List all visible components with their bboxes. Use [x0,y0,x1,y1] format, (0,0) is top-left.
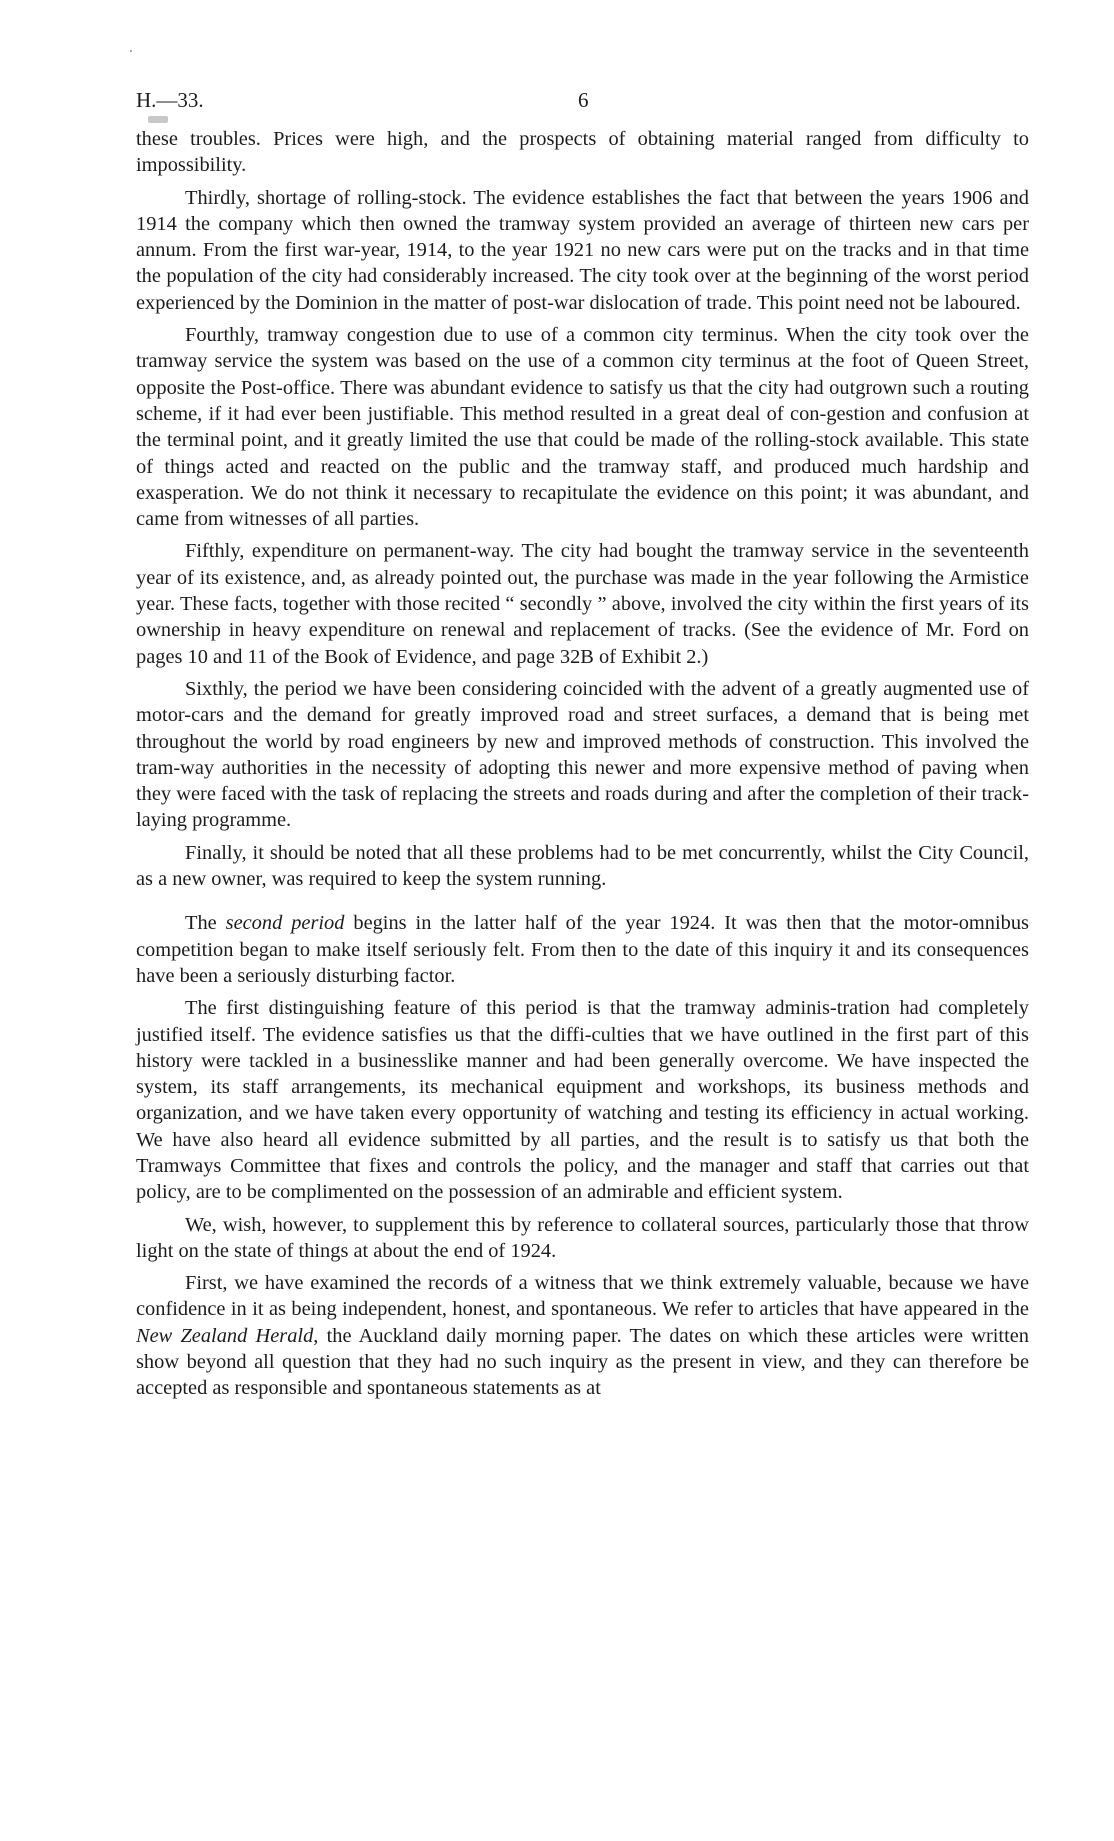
paragraph-sixthly: Sixthly, the period we have been considering coincided with the advent of a greatly augmented use of motor-cars and the demand for greatly improved road and street surfaces, a demand that is being met throughout the world by road engineers by new and improved methods of construction. This involved the tram-way authorities in the necessity of adopting this newer and more expensive method of paving when they were faced with the task of replacing the streets and roads during and after the completion of their track-laying programme. [136,677,1029,832]
paragraph-lead: The [185,912,226,935]
paragraph-fifthly: Fifthly, expenditure on permanent-way. The city had bought the tramway service in the seventeenth year of its existence, and, as already pointed out, the purchase was made in the year following the Armistice year. These facts, together with those recited “ secondly ” above, involved the city within the first years of its ownership in heavy expenditure on renewal and replacement of tracks. (See the evidence of Mr. Ford on pages 10 and 11 of the Book of Evidence, and page 32B of Exhibit 2.) [136,540,1029,668]
page-header [136,88,1029,120]
body-text [136,126,1029,1402]
italic-phrase: second period [225,912,345,935]
paragraph-rest: , the Auckland daily morning paper. The dates on which these articles were written show beyond all question that they had no such inquiry as the present in view, and they can therefore be accepted as responsible and spontaneous statements as at [136,1324,1029,1400]
ink-smudge [148,116,168,123]
paragraph-first-feature: The first distinguishing feature of this period is that the tramway adminis-tration had completely justified itself. The evidence satisfies us that the diffi-culties that we have outlined in the first part of this history were tackled in a businesslike manner and had been generally overcome. We have inspected the system, its staff arrangements, its mechanical equipment and workshops, its business methods and organization, and we have taken every opportunity of watching and testing its efficiency in actual working. We have also heard all evidence submitted by all parties, and the result is to satisfy us that both the Tramways Committee that fixes and controls the policy, and the manager and staff that carries out that policy, are to be complimented on the possession of an admirable and efficient system. [136,997,1029,1204]
paragraph-second-period [136,910,1029,989]
document-page [136,88,1029,1408]
document-reference: H.—33. [136,88,204,112]
paragraph-continuation: these troubles. Prices were high, and the prospects of obtaining material ranged from difficulty to impossibility. [136,128,1029,177]
paragraph-finally: Finally, it should be noted that all these problems had to be met concurrently, whilst the City Council, as a new owner, was required to keep the system running. [136,841,1029,891]
paragraph-rest: begins in the latter half of the year 1924. It was then that the motor-omnibus competition began to make itself seriously felt. From then to the date of this inquiry it and its consequences have been a seriously disturbing factor. [136,912,1029,987]
paragraph-supplement: We, wish, however, to supplement this by reference to collateral sources, particularly those that throw light on the state of things at about the end of 1924. [136,1213,1029,1262]
margin-mark [130,50,132,52]
paragraph-fourthly: Fourthly, tramway congestion due to use of a common city terminus. When the city took over the tramway service the system was based on the use of a common city terminus at the foot of Queen Street, opposite the Post-office. There was abundant evidence to satisfy us that the city had outgrown such a routing scheme, if it had ever been justifiable. This method resulted in a great deal of con-gestion and confusion at the terminal point, and it greatly limited the use that could be made of the rolling-stock available. This state of things acted and reacted on the public and the tramway staff, and produced much hardship and exasperation. We do not think it necessary to recapitulate the evidence on this point; it was abundant, and came from witnesses of all parties. [136,324,1029,531]
page-number: 6 [578,88,589,112]
newspaper-title: New Zealand Herald [136,1324,314,1347]
paragraph-newspaper [136,1270,1029,1401]
paragraph-lead: First, we have examined the records of a witness that we think extremely valuable, because we have confidence in it as being independent, honest, and spontaneous. We refer to articles that have appeared in the [136,1272,1029,1321]
paragraph-thirdly: Thirdly, shortage of rolling-stock. The evidence establishes the fact that between the years 1906 and 1914 the company which then owned the tramway system provided an average of thirteen new cars per annum. From the first war-year, 1914, to the year 1921 no new cars were put on the tracks and in that time the population of the city had considerably increased. The city took over at the beginning of the worst period experienced by the Dominion in the matter of post-war dislocation of trade. This point need not be laboured. [136,186,1029,314]
